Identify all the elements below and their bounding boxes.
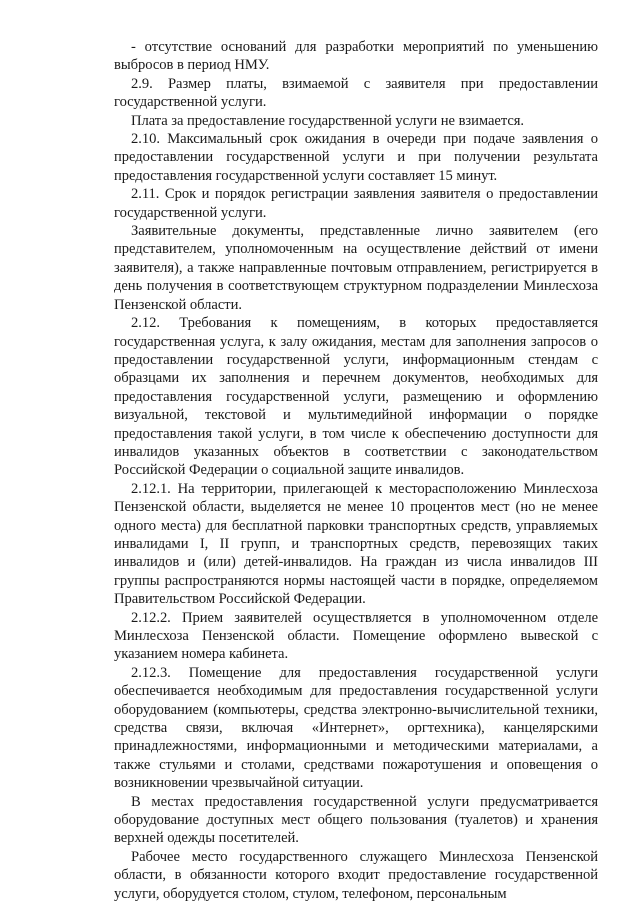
paragraph-2-12: 2.12. Требования к помещениям, в которых предоставляется государственная услуга, к залу ожидания, местам для заполнения запросов о предоставлении государственной услуги, информационным стендам с образцами их заполнения и перечнем документов, необходимых для предоставления государственной услуги, размещению и оформлению визуальной, текстовой и мультимедийной информации о порядке предоставления такой услуги, в том числе к обеспечению доступности для инвалидов указанных объектов в соответствии с законодательством Российской Федерации о социальной защите инвалидов.	[114, 315, 598, 479]
document-page	[114, 38, 598, 903]
paragraph-2-11-text: Заявительные документы, представленные лично заявителем (его представителем, уполномоченным на осуществление действий от имени заявителя), а также направленные почтовым отправлением, регистрируется в день получения в соответствующем структурном подразделении Минлесхоза Пензенской области.	[114, 223, 598, 313]
paragraph-2-9-heading: 2.9. Размер платы, взимаемой с заявителя при предоставлении государственной услуги.	[114, 75, 598, 111]
paragraph-public-facilities: В местах предоставления государственной услуги предусматривается оборудование доступных мест общего пользования (туалетов) и хранения верхней одежды посетителей.	[114, 793, 598, 847]
paragraph-workplace: Рабочее место государственного служащего Минлесхоза Пензенской области, в обязанности которого входит предоставление государственной услуги, оборудуется столом, стулом, телефоном, персональным	[114, 848, 598, 902]
paragraph-2-12-2: 2.12.2. Прием заявителей осуществляется в уполномоченном отделе Минлесхоза Пензенской области. Помещение оформлено вывеской с указанием номера кабинета.	[114, 609, 598, 663]
paragraph-2-12-3: 2.12.3. Помещение для предоставления государственной услуги обеспечивается необходимым для предоставления государственной услуги оборудованием (компьютеры, средства электронно-вычислительной техники, средства связи, включая «Интернет», оргтехника), канцелярскими принадлежностями, информационными и методическими материалами, а также стульями и столами, средствами пожаротушения и оповещения о возникновении чрезвычайной ситуации.	[114, 664, 598, 792]
paragraph-2-10: 2.10. Максимальный срок ожидания в очереди при подаче заявления о предоставлении государственной услуги и при получении результата предоставления государственной услуги составляет 15 минут.	[114, 131, 598, 184]
paragraph-2-12-1: 2.12.1. На территории, прилегающей к месторасположению Минлесхоза Пензенской области, выделяется не менее 10 процентов мест (но не менее одного места) для бесплатной парковки транспортных средств, управляемых инвалидами I, II групп, и транспортных средств, перевозящих таких инвалидов и (или) детей-инвалидов. На граждан из числа инвалидов III группы распространяются нормы настоящей части в порядке, определяемом Правительством Российской Федерации.	[114, 480, 598, 608]
paragraph-nmu-reasons: - отсутствие оснований для разработки мероприятий по уменьшению выбросов в период НМУ.	[114, 39, 598, 74]
paragraph-2-11-heading: 2.11. Срок и порядок регистрации заявления заявителя о предоставлении государственной услуги.	[114, 186, 598, 221]
paragraph-2-9-text: Плата за предоставление государственной услуги не взимается.	[131, 112, 525, 129]
